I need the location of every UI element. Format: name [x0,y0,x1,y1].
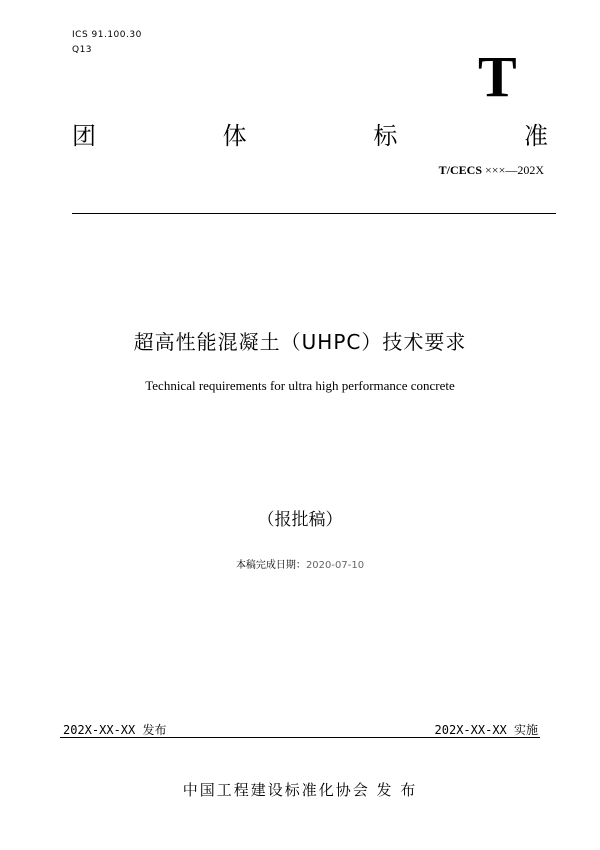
standard-number-prefix: T/CECS [438,163,483,177]
title-english: Technical requirements for ultra high performance concrete [145,378,455,393]
ccs-code: Q13 [72,45,93,55]
draft-status: （报批稿） [257,510,343,530]
footer-divider [60,737,540,738]
standard-type-char: 团 [72,122,96,150]
standard-type-char: 标 [373,122,398,150]
issue-date: 202X-XX-XX 发布 [63,723,167,737]
publisher: 中国工程建设标准化协会 发 布 [182,781,418,799]
standard-number-suffix: ×××—202X [485,163,544,177]
implementation-date: 202X-XX-XX 实施 [434,723,538,737]
standard-number [439,163,544,178]
ics-code: ICS 91.100.30 [72,30,142,40]
header-divider [72,213,556,214]
completion-date: 2020-07-10 [305,560,365,571]
category-letter: T [478,44,517,109]
standard-type-char: 准 [523,122,548,150]
standard-type [72,116,548,151]
completion-date-label: 本稿完成日期： [235,560,306,571]
completion-date-line [0,556,600,571]
standard-type-char: 体 [222,122,247,150]
title-chinese: 超高性能混凝土（UHPC）技术要求 [133,330,467,354]
